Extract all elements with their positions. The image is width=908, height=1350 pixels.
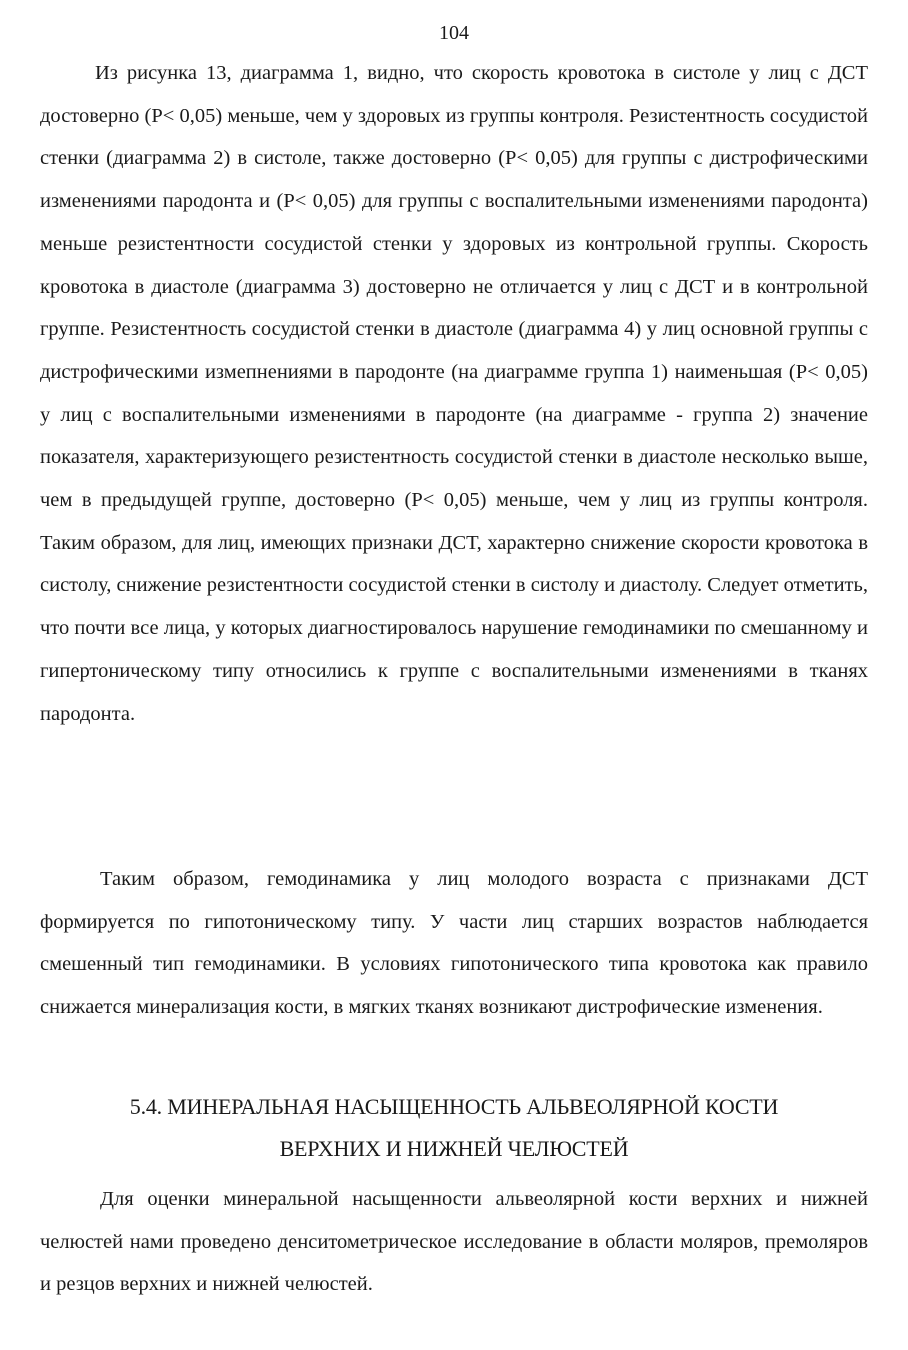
body-paragraph-densitometry: Для оценки минеральной насыщенности альвеолярной кости верхних и нижней челюстей нами проведено денситометрическое исследование в области моляров, премоляров и резцов верхних и нижней челюстей. (40, 1188, 868, 1295)
body-paragraph-conclusion: Таким образом, гемодинамика у лиц молодого возраста с признаками ДСТ формируется по гипотоническому типу. У части лиц старших возрастов наблюдается смешенный тип гемодинамики. В условиях гипотонического типа кровотока как правило снижается минерализация кости, в мягких тканях возникают дистрофические изменения. (40, 868, 868, 1018)
section-heading (40, 1086, 868, 1170)
page-number: 104 (439, 22, 469, 44)
section-heading-line-2: ВЕРХНИХ И НИЖНЕЙ ЧЕЛЮСТЕЙ (279, 1136, 629, 1161)
body-paragraph-hemodynamics-results: Из рисунка 13, диаграмма 1, видно, что скорость кровотока в систоле у лиц с ДСТ достоверно (Р< 0,05) меньше, чем у здоровых из группы контроля. Резистентность сосудистой стенки (диаграмма 2) в систоле, также достоверно (Р< 0,05) для группы с дистрофическими изменениями пародонта и (Р< 0,05) для группы с воспалительными изменениями пародонта) меньше резистентности сосудистой стенки у здоровых из контрольной группы. Скорость кровотока в диастоле (диаграмма 3) достоверно не отличается у лиц с ДСТ и в контрольной группе. Резистентность сосудистой стенки в диастоле (диаграмма 4) у лиц основной группы с дистрофическими измепнениями в пародонте (на диаграмме группа 1) наименьшая (Р< 0,05) у лиц с воспалительными изменениями в пародонте (на диаграмме - группа 2) значение показателя, характеризующего резистентность сосудистой стенки в диастоле несколько выше, чем в предыдущей группе, достоверно (Р< 0,05) меньше, чем у лиц из группы контроля. Таким образом, для лиц, имеющих признаки ДСТ, характерно снижение скорости кровотока в систолу, снижение резистентности сосудистой стенки в систолу и диастолу. Следует отметить, что почти все лица, у которых диагностировалось нарушение гемодинамики по смешанному и гипертоническому типу относились к группе с воспалительными изменениями в тканях пародонта. (40, 62, 868, 725)
section-heading-line-1: 5.4. МИНЕРАЛЬНАЯ НАСЫЩЕННОСТЬ АЛЬВЕОЛЯРНОЙ КОСТИ (129, 1094, 779, 1119)
